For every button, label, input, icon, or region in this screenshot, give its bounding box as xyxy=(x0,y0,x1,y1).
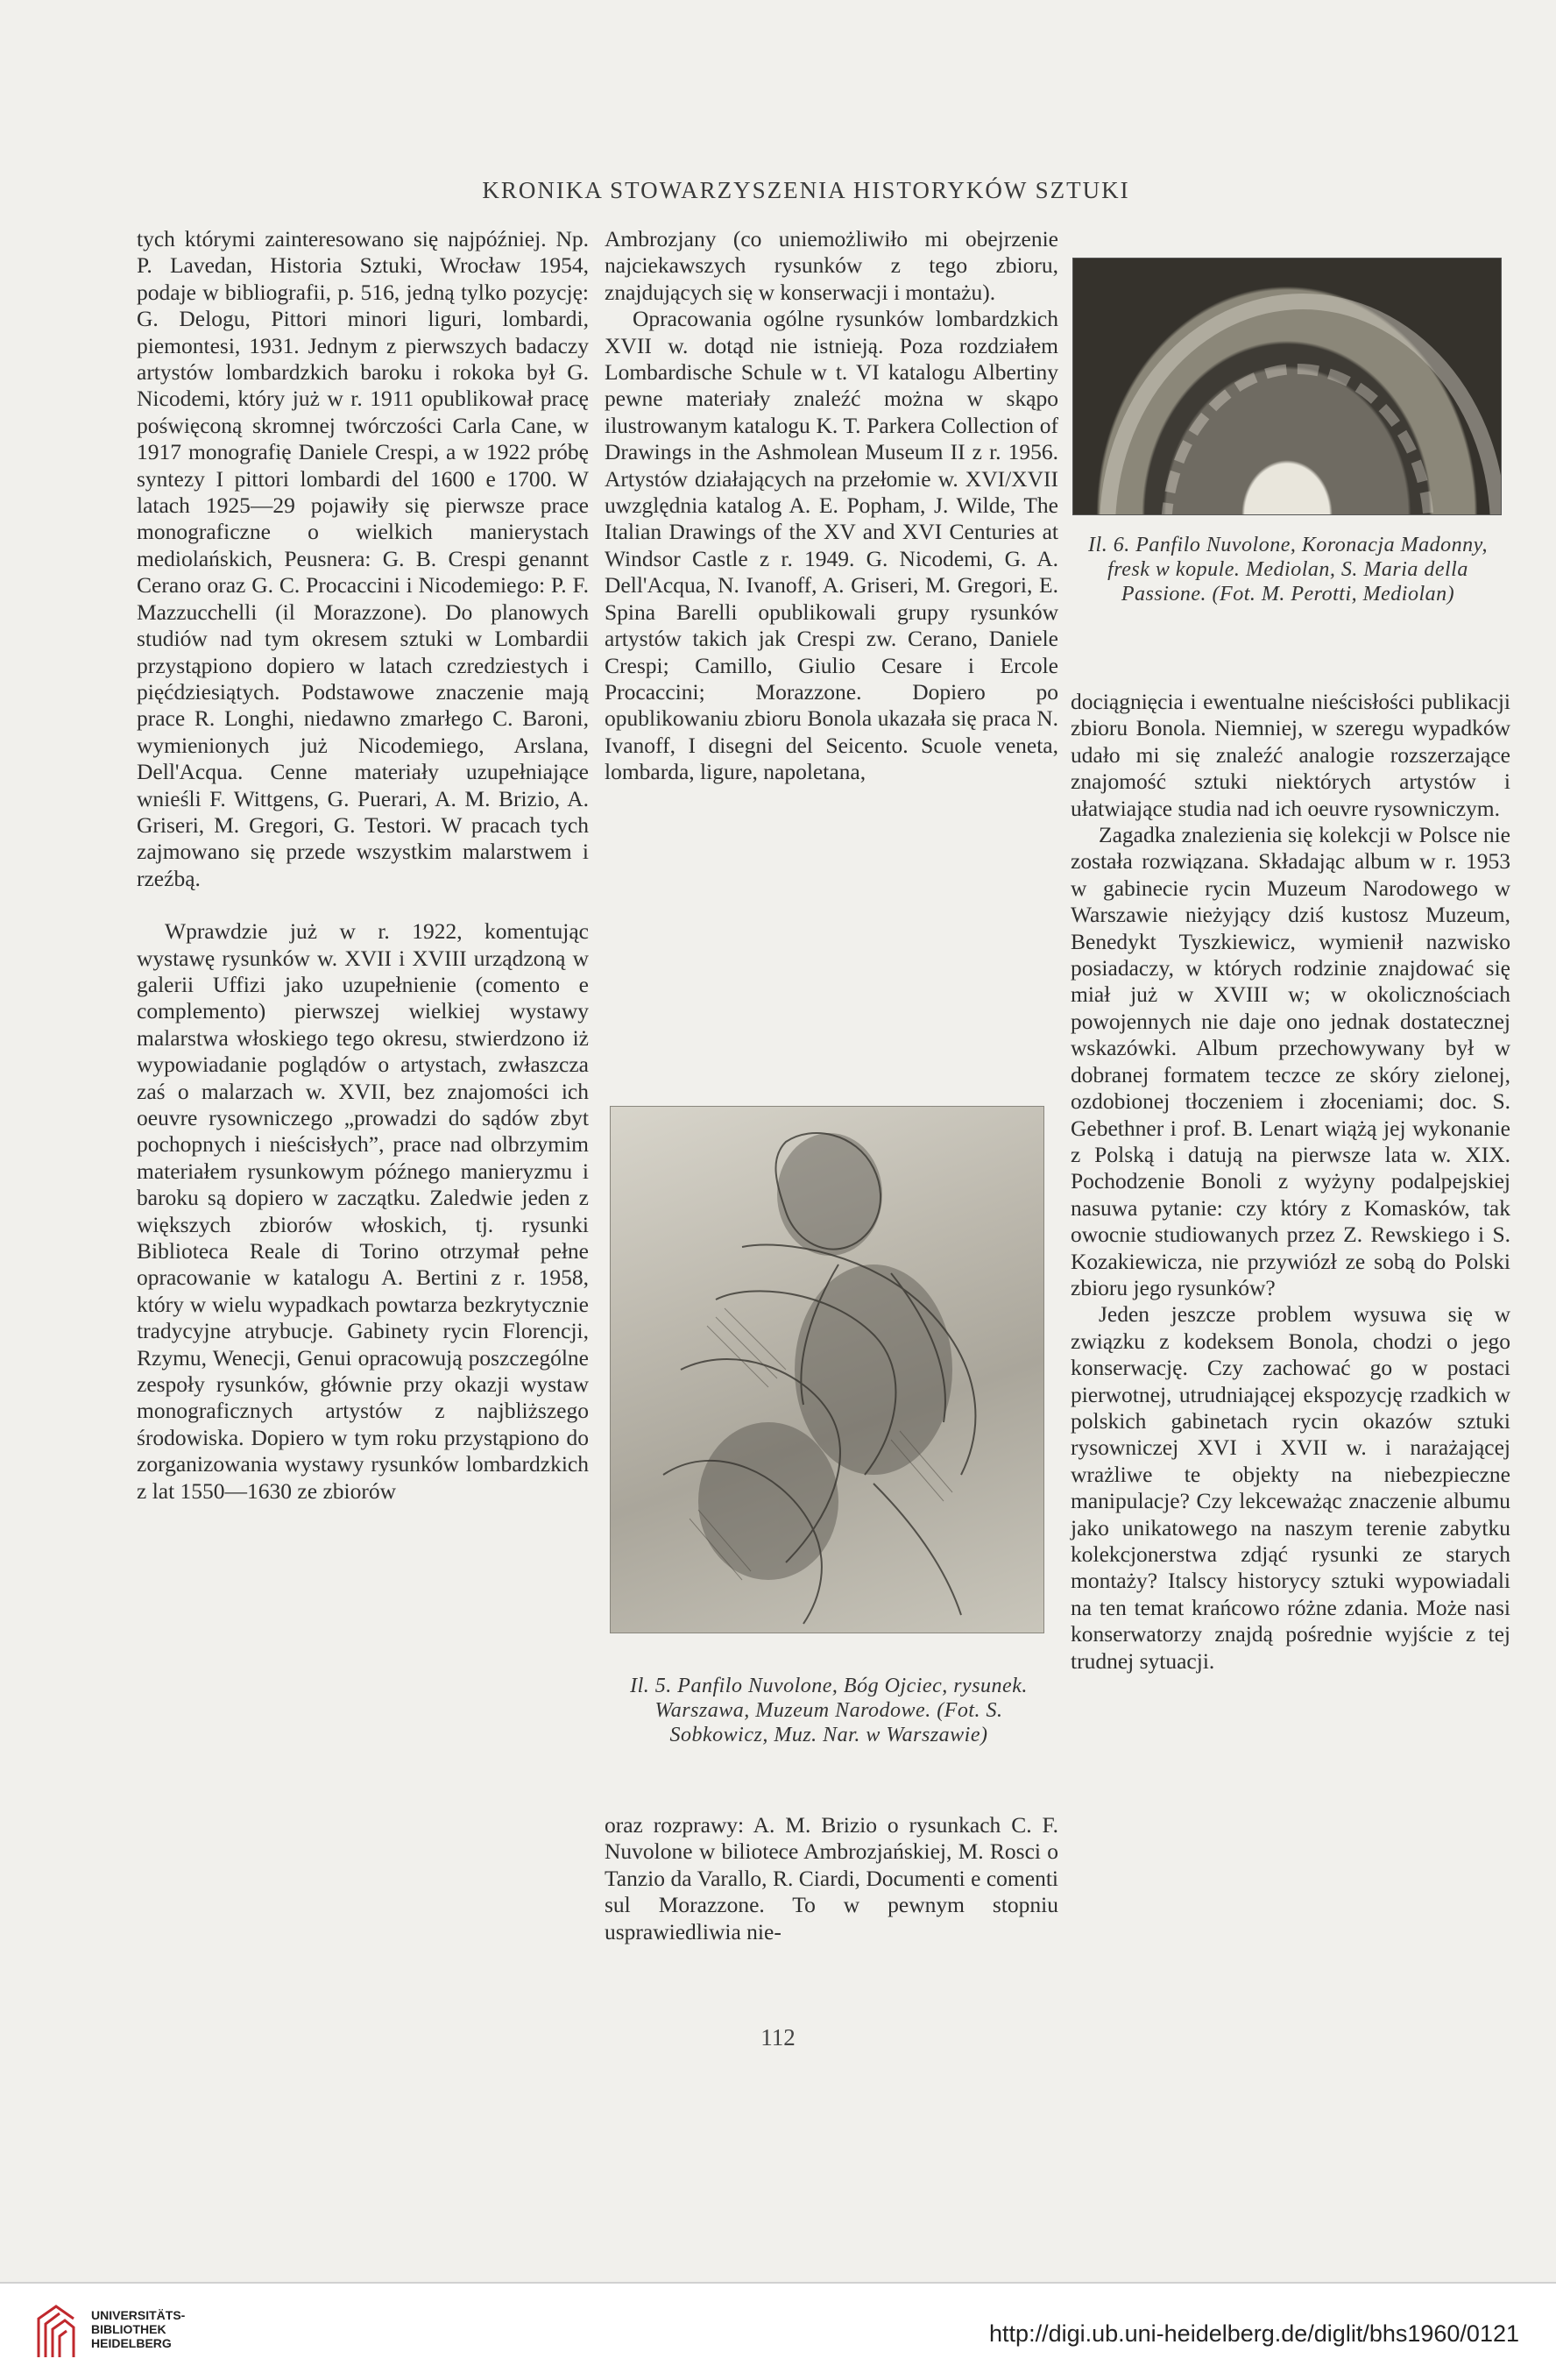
paragraph: Zagadka znalezienia się kolekcji w Polsce nie została rozwiązana. Składając album w r. 1953 w gabinecie rycin Muzeum Narodowego w Warszawie nieżyjący dziś kustosz Muzeum, Benedykt Tyszkiewicz, wymienił nazwisko posiadaczy, w których rodzinie znajdować się miał już w XVIII w; w okolicznościach powojennych nie daje ono jednak dostatecznej wskazówki. Album przechowywany był w dobranej formatem teczce ze skóry zielonej, ozdobionej tłoczeniem i złoceniami; doc. S. Gebethner i prof. B. Lenart wiążą jej wykonanie z Polską i datują na pierwsze lata w. XIX. Pochodzenie Bonoli z wyżyny podalpejskiej nasuwa pytanie: czy który z Komasków, tak owocnie studiowanych przez Z. Rewskiego i S. Kozakiewicza, nie przywiózł ze sobą do Polski zbioru jego rysunków? xyxy=(1071,822,1510,1300)
paragraph: tych którymi zainteresowano się najpóźniej. Np. P. Lavedan, Historia Sztuki, Wrocław 1954, podaje w bibliografii, p. 516, jedną tylko pozycję: G. Delogu, Pittori minori liguri, lombardi, piemontesi, 1931. Jednym z pierwszych badaczy artystów lombardzkich baroku i rokoka był G. Nicodemi, który już w r. 1911 opublikował pracę poświęconą skromnej twórczości Carla Cane, w 1917 monografię Daniele Crespi, a w 1922 próbę syntezy I pittori lombardi del 1600 e 1700. W latach 1925—29 pojawiły się pierwsze prace monograficzne o wielkich manierystach mediolańskich, Peusnera: G. B. Crespi genannt Cerano oraz G. C. Procaccini i Nicodemiego: P. F. Mazzucchelli (il Morazzone). Do planowych studiów nad tym okresem sztuki w Lombardii przystąpiono dopiero w latach czredziestych i pięćdziesiątych. Podstawowe znaczenie mają prace R. Longhi, niedawno zmarłego C. Baroni, wymienionych już Nicodemiego, Arslana, Dell'Acqua. Cenne materiały uzupełniające wnieśli F. Wittgens, G. Puerari, A. M. Brizio, A. Griseri, M. Gregori, G. Testori. W pracach tych zajmowano się przede wszystkim malarstwem i rzeźbą. xyxy=(137,226,589,891)
text-column-2 xyxy=(605,226,1058,786)
text-column-3 xyxy=(1071,689,1510,1675)
figure-6-caption: Il. 6. Panfilo Nuvolone, Koronacja Madonny, fresk w kopule. Mediolan, S. Maria della Passione. (Fot. M. Perotti, Mediolan) xyxy=(1088,534,1488,606)
text-column-1 xyxy=(137,226,589,1505)
figure-fresco-coronation xyxy=(1072,258,1502,515)
paragraph: Ambrozjany (co uniemożliwiło mi obejrzenie najciekawszych rysunków z tego zbioru, znajdujących się w konserwacji i montażu). xyxy=(605,226,1058,305)
running-title: KRONIKA STOWARZYSZENIA HISTORYKÓW SZTUKI xyxy=(482,177,1130,203)
sketch-illustration xyxy=(611,1107,1043,1633)
paragraph: oraz rozprawy: A. M. Brizio o rysunkach C. F. Nuvolone w biliotece Ambrozjańskiej, M. Rosci o Tanzio da Varallo, R. Ciardi, Documenti e comenti sul Morazzone. To w pewnym stopniu usprawiedliwia nie- xyxy=(605,1812,1058,1944)
institution-line: HEIDELBERG xyxy=(91,2336,172,2350)
figure-drawing-god-the-father xyxy=(610,1106,1044,1633)
institution-name xyxy=(91,2308,185,2350)
figure-5-caption: Il. 5. Panfilo Nuvolone, Bóg Ojciec, rysunek. Warszawa, Muzeum Narodowe. (Fot. S. Sobkowicz, Muz. Nar. w Warszawie) xyxy=(630,1675,1028,1746)
text-column-2-continued xyxy=(605,1812,1058,1945)
institution-line: BIBLIOTHEK xyxy=(91,2322,166,2336)
digitization-footer xyxy=(0,2282,1556,2380)
institution-line: UNIVERSITÄTS- xyxy=(91,2308,186,2322)
paragraph: Wprawdzie już w r. 1922, komentując wystawę rysunków w. XVII i XVIII urządzoną w galerii Uffizi jako uzupełnienie (comento e complemento) pierwszej wielkiej wystawy malarstwa włoskiego tego okresu, stwierdzono iż wypowiadanie poglądów o artystach, zwłaszcza zaś o malarzach w. XVII, bez znajomości ich oeuvre rysowniczego „prowadzi do sądów zbyt pochopnych i nieścisłych”, prace nad olbrzymim materiałem rysunkowym późnego manieryzmu i baroku są dopiero w zaczątku. Zaledwie jeden z większych zbiorów włoskich, tj. rysunki Biblioteca Reale di Torino otrzymał pełne opracowanie w katalogu A. Bertini z r. 1958, który w wielu wypadkach powtarza bezkrytycznie tradycyjne atrybucje. Gabinety rycin Florencji, Rzymu, Wenecji, Genui opracowują poszczególne zespoły rysunków, głównie przy okazji wystaw monograficznych artystów z najbliższego środowiska. Dopiero w tym roku przystąpiono do zorganizowania wystawy rysunków lombardzkich z lat 1550—1630 ze zbiorów xyxy=(137,918,589,1504)
paragraph: dociągnięcia i ewentualne nieścisłości publikacji zbioru Bonola. Niemniej, w szeregu wypadków udało mi się znaleźć analogie rozszerzające znajomość sztuki niektórych artystów i ułatwiające studia nad ich oeuvre rysowniczym. xyxy=(1071,689,1510,821)
paragraph: Opracowania ogólne rysunków lombardzkich XVII w. dotąd nie istnieją. Poza rozdziałem Lombardische Schule w t. VI katalogu Albertiny pewne materiały znaleźć można w skąpo ilustrowanym katalogu K. T. Parkera Collection of Drawings in the Ashmolean Museum II z r. 1956. Artystów działających na przełomie w. XVI/XVII uwzględnia katalog A. E. Popham, J. Wilde, The Italian Drawings of the XV and XVI Centuries at Windsor Castle z r. 1949. G. Nicodemi, G. A. Dell'Acqua, N. Ivanoff, A. Griseri, M. Gregori, E. Spina Barelli opublikowali grupy rysunków artystów takich jak Crespi zw. Cerano, Daniele Crespi; Camillo, Giulio Cesare i Ercole Procaccini; Morazzone. Dopiero po opublikowaniu zbioru Bonola ukazała się praca N. Ivanoff, I disegni del Seicento. Scuole veneta, lombarda, ligure, napoletana, xyxy=(605,306,1058,785)
page-number: 112 xyxy=(760,2024,796,2051)
source-url-link[interactable]: http://digi.ub.uni-heidelberg.de/diglit/bhs1960/0121 xyxy=(989,2320,1519,2347)
ub-heidelberg-logo-icon xyxy=(33,2301,79,2362)
paragraph: Jeden jeszcze problem wysuwa się w związku z kodeksem Bonola, chodzi o jego konserwację. Czy zachować go w postaci pierwotnej, utrudniającej ekspozycję rzadkich w polskich gabinetach rycin okazów sztuki rysowniczej XVI i XVII w. i narażającej wrażliwe te objekty na niebezpieczne manipulacje? Czy lekceważąc znaczenie albumu jako unikatowego na naszym terenie zabytku kolekcjonerstwa zdjąć rysunki ze starych montaży? Italscy historycy sztuki wypowiadali na ten temat krańcowo różne zdania. Może nasi konserwatorzy znajdą pośrednie wyjście z tej trudnej sytuacji. xyxy=(1071,1301,1510,1674)
